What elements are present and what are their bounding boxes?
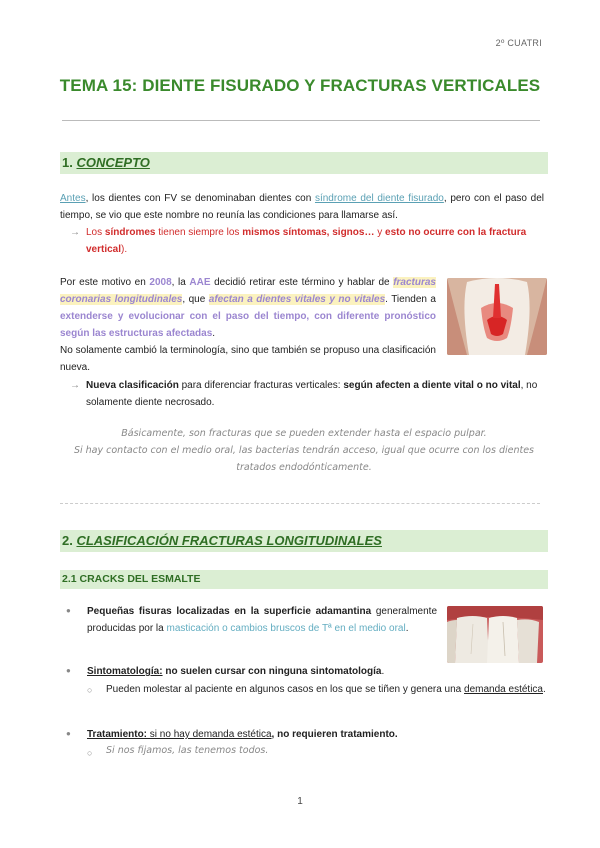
aesthetic-demand-note xyxy=(106,681,546,698)
title-divider xyxy=(62,120,540,121)
b1-teal: masticación o cambios bruscos de Tª en el medio oral xyxy=(166,623,406,634)
b2-bold-1: Sintomatología: xyxy=(87,666,163,677)
sub-bullet-icon: ○ xyxy=(87,685,93,695)
b1-bold: Pequeñas fisuras localizadas en la superficie adamantina xyxy=(87,606,372,617)
section-1-label: CONCEPTO xyxy=(76,155,150,170)
b1-text-2: . xyxy=(405,623,409,634)
tooth-fracture-image xyxy=(447,278,547,355)
p2-text-1: Por este motivo en xyxy=(60,277,150,288)
arrow1-text-2: tienen siempre los xyxy=(155,227,243,238)
page-number: 1 xyxy=(297,796,303,807)
handwritten-note xyxy=(60,425,548,476)
arrow-icon: → xyxy=(70,227,80,238)
note-line-2: Si hay contacto con el medio oral, las bacterias tendrán acceso, igual que ocurre con los dientes tratados endodónticamente. xyxy=(73,445,535,473)
b2-sub-text-2: . xyxy=(542,684,546,695)
arrow-icon: → xyxy=(70,380,80,391)
p2-highlight-2: afectan a dientes vitales y no vitales xyxy=(208,294,386,305)
concept-paragraph-2 xyxy=(60,274,436,342)
b1-text-1: generalmente producidas por la xyxy=(87,606,437,634)
concept-paragraph-1 xyxy=(60,190,544,224)
section-1-title xyxy=(62,155,150,170)
arrow1-text-1: Los xyxy=(86,227,105,238)
section-divider xyxy=(60,503,540,504)
arrow1-bold-3: esto no ocurre con la fractura vertical xyxy=(86,227,527,255)
symptoms-bullet xyxy=(87,663,547,680)
tooth-fracture-illustration xyxy=(447,278,547,355)
b2-sub-text-1: Pueden molestar al paciente en algunos casos en los que se tiñen y genera una xyxy=(106,684,465,695)
arrow2-bold-2: según afecten a diente vital o no vital xyxy=(343,380,521,391)
b3-underline: si no hay demanda estética xyxy=(147,729,272,740)
subsection-2-1-title: 2.1 CRACKS DEL ESMALTE xyxy=(62,573,201,585)
arrow2-bold-1: Nueva clasificación xyxy=(86,380,179,391)
p2-text-5: . Tienden a xyxy=(385,294,436,305)
concept-paragraph-3: No solamente cambió la terminología, sino que también se propuso una clasificación nueva. xyxy=(60,345,436,373)
b2-sub-underline: demanda estética xyxy=(464,684,543,695)
section-2-number: 2. xyxy=(62,533,73,548)
note-line-1: Básicamente, son fracturas que se pueden extender hasta el espacio pulpar. xyxy=(121,428,487,439)
section-1-number: 1. xyxy=(62,155,73,170)
p1-text-1: , los dientes con FV se denominaban dientes con xyxy=(85,193,315,204)
p2-purple-1: extenderse y evolucionar con el paso del tiempo, con diferente pronóstico según las estructuras afectadas xyxy=(60,311,436,339)
bullet-icon: ● xyxy=(66,729,71,738)
bullet-icon: ● xyxy=(66,606,71,615)
bullet-icon: ● xyxy=(66,666,71,675)
p1-text-2: , pero con el paso del tiempo, se vio que este nombre no reunía las condiciones para llamarse así. xyxy=(60,193,545,221)
p2-text-4: , que xyxy=(182,294,209,305)
p2-org: AAE xyxy=(189,277,211,288)
arrow1-bold-2: mismos síntomas, signos… xyxy=(242,227,375,238)
new-classification-note xyxy=(86,377,548,411)
b3-bold-2: , no requieren tratamiento. xyxy=(271,729,398,740)
b2-bold-2: no suelen cursar con ninguna sintomatología xyxy=(162,666,382,677)
link-sindrome[interactable]: síndrome del diente fisurado xyxy=(314,193,444,204)
enamel-crack-illustration xyxy=(447,606,543,663)
treatment-note: Si nos fijamos, las tenemos todos. xyxy=(106,745,269,756)
arrow2-text-1: para diferenciar fracturas verticales: xyxy=(178,380,344,391)
b3-bold-1: Tratamiento: xyxy=(87,729,148,740)
p2-year: 2008 xyxy=(149,277,172,288)
section-2-title xyxy=(62,533,382,548)
p2-text-2: , la xyxy=(171,277,190,288)
course-tag: 2º CUATRI xyxy=(495,38,542,48)
treatment-bullet xyxy=(87,726,547,743)
link-antes[interactable]: Antes xyxy=(60,193,86,204)
arrow1-text-3: y xyxy=(374,227,386,238)
p2-highlight-1: fracturas coronarias longitudinales xyxy=(60,277,436,305)
enamel-crack-image xyxy=(447,606,543,663)
arrow2-text-2: , no solamente diente necrosado. xyxy=(86,380,538,408)
p2-text-3: decidió retirar este término y hablar de xyxy=(210,277,394,288)
page-title: TEMA 15: DIENTE FISURADO Y FRACTURAS VERTICALES xyxy=(59,76,541,95)
sub-bullet-icon: ○ xyxy=(87,748,93,758)
p2-text-6: . xyxy=(212,328,216,339)
syndrome-note xyxy=(86,224,546,258)
arrow1-text-4: ). xyxy=(121,244,128,255)
arrow1-bold-1: síndromes xyxy=(104,227,156,238)
b2-text-1: . xyxy=(381,666,385,677)
section-2-label: CLASIFICACIÓN FRACTURAS LONGITUDINALES xyxy=(76,533,382,548)
enamel-crack-definition xyxy=(87,603,437,637)
